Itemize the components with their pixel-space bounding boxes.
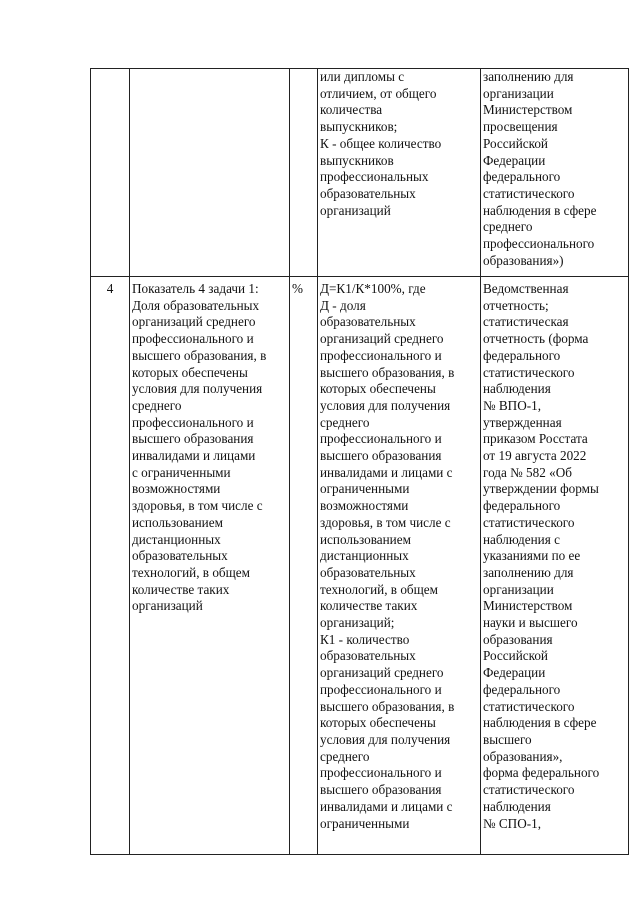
cell-unit <box>290 277 318 855</box>
formula-text: Д=К1/К*100%, где Д - доля образовательных организаций среднего профессионального и высшего образования, в которых обеспечены условия для получения среднего профессионального и высшего образования инвалидами и лицами с ограниченными возможностями здоровья, в том числе с использованием дистанционных образовательных технологий, в общем количестве таких организаций; К1 - количество образовательных организаций среднего профессионального и высшего образования, в которых обеспечены условия для получения среднего профессионального и высшего образования инвалидами и лицами с ограниченными <box>320 281 455 831</box>
cell-source <box>481 277 629 855</box>
row-number: 4 <box>106 281 114 296</box>
row-number <box>93 69 127 73</box>
cell-unit <box>290 69 318 277</box>
source-text: Ведомственная отчетность; статистическая отчетность (форма федерального статистического наблюдения № ВПО-1, утвержденная приказом Росстата от 19 августа 2022 года № 582 «Об утверждении формы федерального статистического наблюдения с указаниями по ее заполнению для организации Министерством науки и высшего образования Российской Федерации федерального статистического наблюдения в сфере высшего образования», форма федерального статистического наблюдения № СПО-1, <box>483 281 600 831</box>
indicators-table <box>90 68 629 855</box>
formula-text: или дипломы с отличием, от общего количества выпускников; К - общее количество выпускников профессиональных образовательных организаций <box>320 69 442 218</box>
table-row <box>91 277 629 855</box>
source-text: заполнению для организации Министерством просвещения Российской Федерации федерального статистического наблюдения в сфере среднего профессионального образования») <box>483 69 597 268</box>
cell-indicator <box>130 69 290 277</box>
cell-number <box>91 69 130 277</box>
indicator-text: Показатель 4 задачи 1: Доля образовательных организаций среднего профессионального и высшего образования, в которых обеспечены условия для получения среднего профессионального и высшего образования инвалидами и лицами с ограниченными возможностями здоровья, в том числе с использованием дистанционных образовательных технологий, в общем количестве таких организаций <box>132 281 267 614</box>
cell-formula <box>318 69 481 277</box>
unit-text: % <box>292 281 303 296</box>
cell-source <box>481 69 629 277</box>
cell-indicator <box>130 277 290 855</box>
cell-formula <box>318 277 481 855</box>
table-row <box>91 69 629 277</box>
cell-number <box>91 277 130 855</box>
